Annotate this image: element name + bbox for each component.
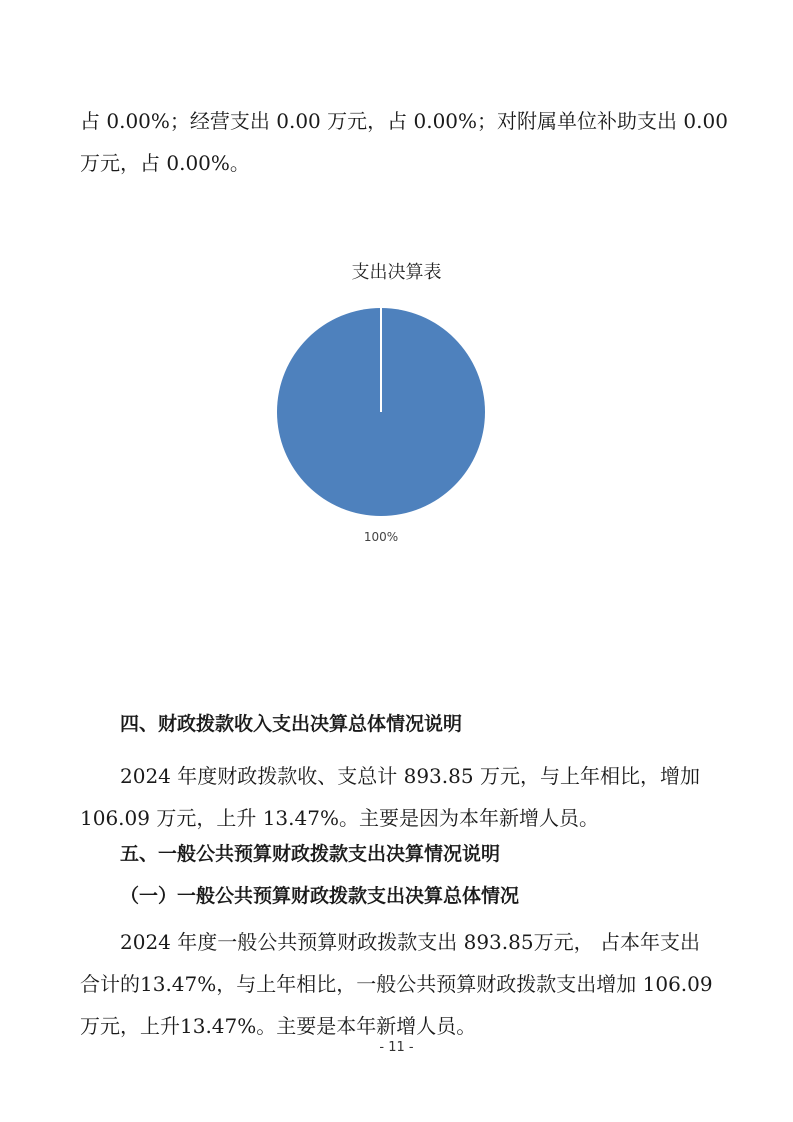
section5-paragraph (80, 921, 720, 1047)
section5-heading: 五、一般公共预算财政拨款支出决算情况说明 (120, 843, 501, 865)
chart-title: 支出决算表 (351, 262, 442, 283)
top-paragraph (80, 100, 728, 184)
section4-line-1: 2024 年度财政拨款收、支总计 893.85 万元，与上年相比，增加 (120, 764, 700, 788)
top-paragraph-line-1: 占 0.00%；经营支出 0.00 万元，占 0.00%；对附属单位补助支出 0.00 (80, 109, 728, 133)
pie-slice-0 (277, 308, 485, 516)
section5-subheading: （一）一般公共预算财政拨款支出决算总体情况 (120, 885, 520, 907)
section5-line-1: 2024 年度一般公共预算财政拨款支出 893.85万元， 占本年支出 (120, 930, 700, 954)
section4-heading: 四、财政拨款收入支出决算总体情况说明 (120, 713, 463, 735)
page-number: - 11 - (379, 1040, 414, 1055)
section4-paragraph (80, 755, 720, 839)
section4-line-2: 106.09 万元，上升 13.47%。主要是因为本年新增人员。 (80, 806, 599, 830)
top-paragraph-line-2: 万元，占 0.00%。 (80, 151, 250, 175)
section5-line-2: 合计的13.47%，与上年相比，一般公共预算财政拨款支出增加 106.09 (80, 972, 713, 996)
section5-line-3: 万元，上升13.47%。主要是本年新增人员。 (80, 1014, 477, 1038)
pie-slice-label-0: 100% (363, 530, 399, 544)
